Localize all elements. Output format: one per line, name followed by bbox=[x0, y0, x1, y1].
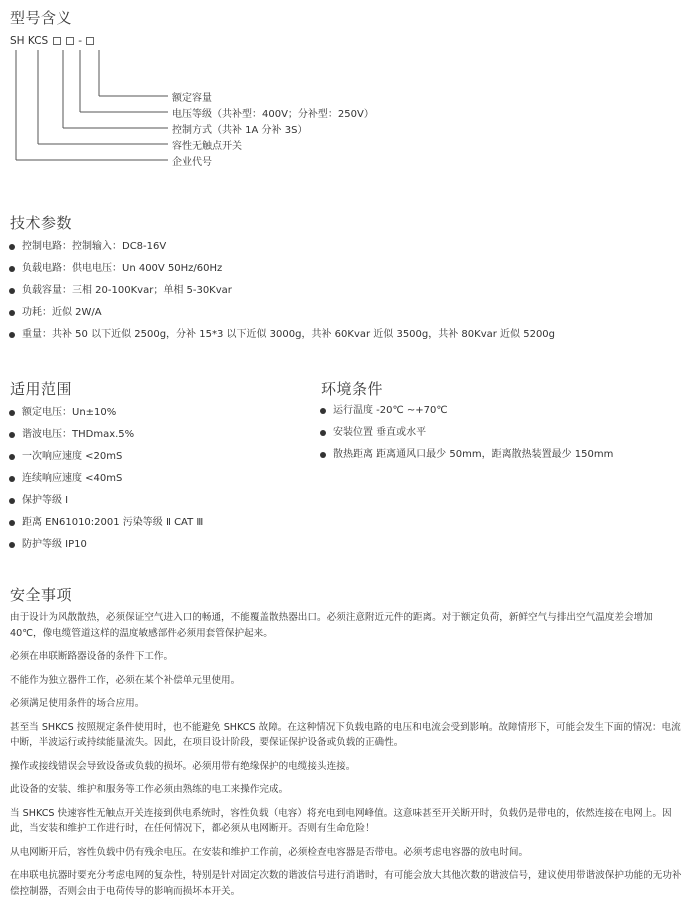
list-item bbox=[8, 328, 555, 350]
list-item-text: 控制电路：控制输入：DC8-16V bbox=[22, 241, 167, 252]
list-item-text: 额定电压：Un±10% bbox=[22, 407, 117, 418]
list-item bbox=[319, 404, 613, 426]
list-item-text: 保护等级 I bbox=[22, 495, 69, 506]
tech-list bbox=[8, 240, 555, 350]
env-list bbox=[319, 404, 613, 470]
list-item bbox=[8, 406, 203, 428]
list-item bbox=[8, 284, 555, 306]
model-code-separator: - bbox=[78, 35, 83, 47]
list-item-text: 安装位置 垂直或水平 bbox=[333, 427, 427, 438]
list-item-text: 距离 EN61010:2001 污染等级 Ⅱ CAT Ⅲ bbox=[22, 517, 204, 528]
bullet-icon bbox=[9, 454, 15, 460]
list-item-text: 重量：共补 50 以下近似 2500g，分补 15*3 以下近似 3000g，共补 60Kvar 近似 3500g，共补 80Kvar 近似 5200g bbox=[22, 329, 556, 340]
scope-list bbox=[8, 406, 203, 560]
list-item bbox=[8, 516, 203, 538]
list-item bbox=[8, 306, 555, 328]
bullet-icon bbox=[320, 430, 326, 436]
bullet-icon bbox=[320, 408, 326, 414]
safety-paragraph: 必须满足使用条件的场合应用。 bbox=[10, 698, 145, 709]
bullet-icon bbox=[9, 266, 15, 272]
safety-paragraph: 在串联电抗器时要充分考虑电网的复杂性，特别是针对固定次数的谐波信号进行消谐时，有可能会放大其他次数的谐波信号，建议使用带谐波保护功能的无功补偿控制器，否则会由于电荷传导的影响而损坏本开关。 bbox=[10, 870, 682, 897]
bullet-icon bbox=[9, 410, 15, 416]
list-item-text: 防护等级 IP10 bbox=[22, 539, 87, 550]
model-code-prefix: SH KCS bbox=[10, 35, 49, 47]
list-item bbox=[8, 450, 203, 472]
bullet-icon bbox=[320, 452, 326, 458]
list-item-text: 一次响应速度 <20mS bbox=[22, 451, 123, 462]
safety-paragraph: 此设备的安装、维护和服务等工作必须由熟练的电工来操作完成。 bbox=[10, 784, 289, 795]
model-legend-capacity: 额定容量 bbox=[172, 93, 212, 104]
env-section-title: 环境条件 bbox=[321, 380, 384, 398]
tech-section-title: 技术参数 bbox=[10, 214, 73, 232]
model-legend-company: 企业代号 bbox=[172, 157, 212, 168]
list-item-text: 运行温度 -20℃ ~+70℃ bbox=[333, 405, 448, 416]
model-section-title: 型号含义 bbox=[10, 9, 73, 27]
list-item-text: 谐波电压：THDmax.5% bbox=[22, 429, 135, 440]
list-item bbox=[8, 428, 203, 450]
bullet-icon bbox=[9, 498, 15, 504]
list-item bbox=[8, 538, 203, 560]
model-legend-switch: 容性无触点开关 bbox=[172, 141, 242, 152]
safety-paragraph: 由于设计为风散散热，必须保证空气进入口的畅通，不能覆盖散热器出口。必须注意附近元件的距离。对于额定负荷，新鲜空气与排出空气温度差会增加 40℃，像电缆管道这样的温度敏感部件必须用套管保护起来。 bbox=[10, 612, 653, 639]
safety-section-title: 安全事项 bbox=[10, 586, 73, 604]
safety-paragraph: 当 SHKCS 快速容性无触点开关连接到供电系统时，容性负载（电容）将充电到电网峰值。这意味甚至开关断开时，负载仍是带电的，依然连接在电网上。因此，当安装和维护工作进行时，在任何情况下，都必须从电网断开。否则有生命危险！ bbox=[10, 807, 672, 834]
safety-paragraph: 操作或接线错误会导致设备或负载的损坏。必须用带有绝缘保护的电缆接头连接。 bbox=[10, 760, 356, 772]
bullet-icon bbox=[9, 542, 15, 548]
list-item-text: 负载容量：三相 20-100Kvar；单相 5-30Kvar bbox=[22, 285, 232, 296]
safety-body bbox=[10, 610, 686, 899]
list-item-text: 散热距离 距离通风口最少 50mm，距离散热装置最少 150mm bbox=[333, 449, 614, 460]
list-item-text: 功耗：近似 2W/A bbox=[22, 307, 102, 318]
bullet-icon bbox=[9, 476, 15, 482]
scope-section-title: 适用范围 bbox=[10, 380, 73, 398]
bullet-icon bbox=[9, 520, 15, 526]
list-item bbox=[8, 262, 555, 284]
list-item bbox=[8, 240, 555, 262]
list-item bbox=[8, 472, 203, 494]
bullet-icon bbox=[9, 244, 15, 250]
list-item-text: 负载电路：供电电压：Un 400V 50Hz/60Hz bbox=[22, 263, 223, 274]
safety-paragraph: 不能作为独立器件工作，必须在某个补偿单元里使用。 bbox=[10, 674, 241, 686]
model-code-connector-lines bbox=[0, 0, 693, 180]
list-item bbox=[319, 426, 613, 448]
list-item bbox=[8, 494, 203, 516]
bullet-icon bbox=[9, 332, 15, 338]
safety-paragraph: 必须在串联断路器设备的条件下工作。 bbox=[10, 651, 174, 662]
safety-paragraph: 甚至当 SHKCS 按照规定条件使用时，也不能避免 SHKCS 故障。在这种情况下负载电路的电压和电流会受到影响。故障情形下，可能会发生下面的情况：电流中断，半波运行或持续能量流失。因此，在项目设计阶段，要保证保护设备或负载的正确性。 bbox=[10, 721, 681, 748]
model-legend-control: 控制方式（共补 1A 分补 3S） bbox=[172, 125, 308, 136]
safety-paragraph: 从电网断开后，容性负载中仍有残余电压。在安装和维护工作前，必须检查电容器是否带电。必须考虑电容器的放电时间。 bbox=[10, 846, 529, 858]
bullet-icon bbox=[9, 310, 15, 316]
bullet-icon bbox=[9, 288, 15, 294]
list-item bbox=[319, 448, 613, 470]
model-legend-voltage: 电压等级（共补型：400V；分补型：250V） bbox=[172, 109, 374, 120]
list-item-text: 连续响应速度 <40mS bbox=[22, 473, 123, 484]
bullet-icon bbox=[9, 432, 15, 438]
